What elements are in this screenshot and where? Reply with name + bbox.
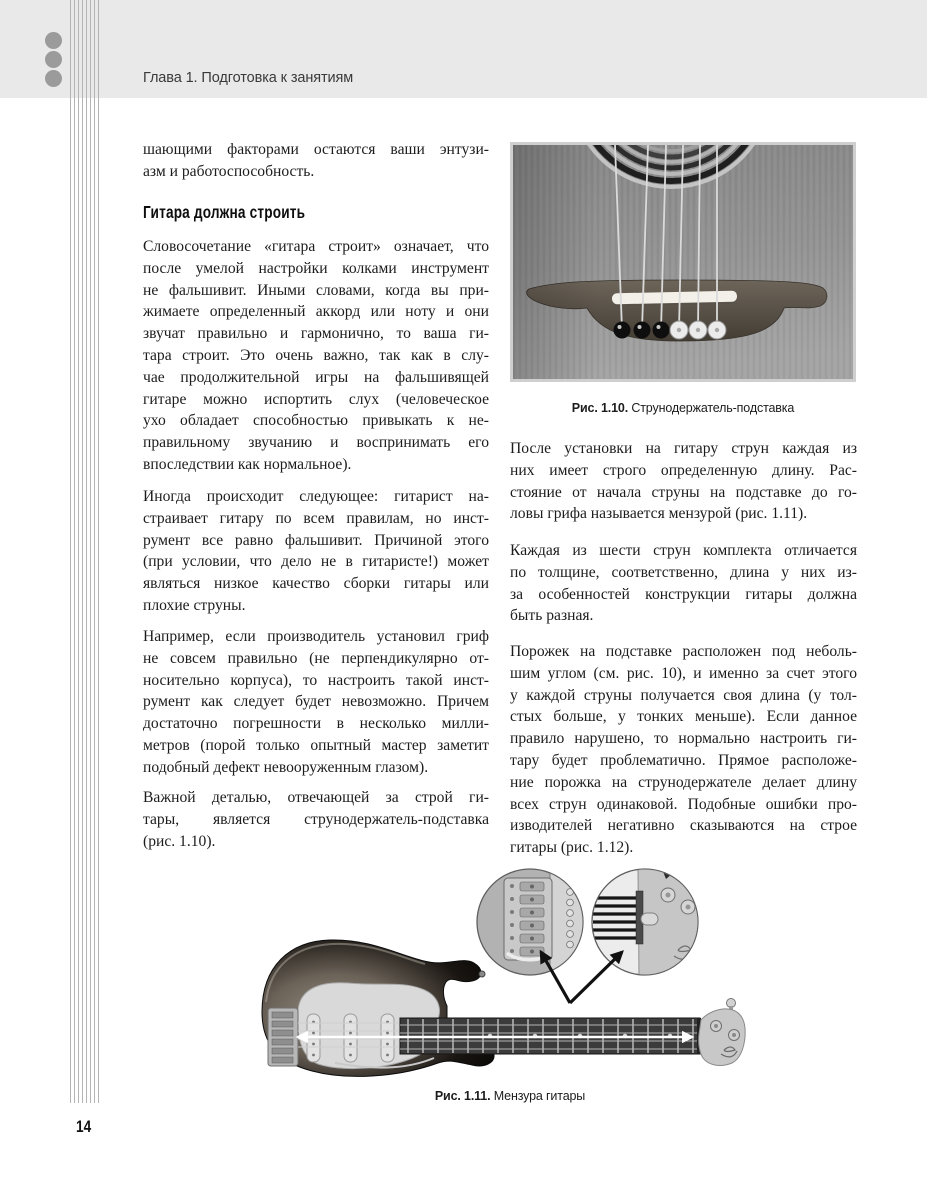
- text-line: не фальшивит. Иными словами, когда вы при-: [143, 281, 489, 299]
- paragraph: [143, 486, 489, 617]
- text-line: плохие струны.: [143, 596, 246, 614]
- text-line: Словосочетание «гитара строит» означает, что: [143, 238, 489, 255]
- decor-vertical-rules: [70, 0, 100, 1103]
- paragraph: [510, 540, 857, 627]
- figure-label: Рис. 1.11.: [434, 1089, 491, 1103]
- text-line: ловы грифа называется мензурой (рис. 1.11).: [510, 505, 808, 523]
- text-line: тара строит. Это очень важно, так как в слу-: [143, 346, 489, 364]
- paragraph: [143, 626, 489, 779]
- decor-dot: [45, 51, 62, 68]
- paragraph-intro: [143, 139, 489, 183]
- text-line: подобный дефект невооруженным глазом).: [143, 758, 429, 776]
- figure-caption-text: Мензура гитары: [493, 1089, 586, 1103]
- strap-button: [479, 971, 485, 977]
- text-line: всех струн одинаковой. Подобные ошибки про-: [510, 795, 857, 813]
- text-line: Важной деталью, отвечающей за строй ги-: [143, 789, 489, 806]
- figure-1-10-photo: [510, 142, 856, 382]
- text-line: впоследствии как нормальное).: [143, 455, 352, 473]
- text-line: стых больше, у тонких меньше). Если данное: [510, 708, 857, 726]
- text-line: у каждой струны получается своя длина (у тол-: [510, 686, 857, 704]
- text-line: достаточно погрешности в несколько милли-: [143, 715, 489, 733]
- figure-1-11-photo: [250, 862, 770, 1080]
- string-retainer: [641, 913, 658, 925]
- text-line: После установки на гитару струн каждая из: [510, 440, 857, 457]
- text-line: ние порожка на струнодержателе делает длину: [510, 773, 857, 791]
- text-line: Иногда происходит следующее: гитарист на-: [143, 488, 489, 505]
- chapter-header-band: [0, 0, 927, 98]
- paragraph: [143, 787, 489, 852]
- figure-label: Рис. 1.10.: [571, 401, 629, 415]
- nut-inset-circle: [592, 868, 699, 976]
- text-line: тары, является струнодержатель-подставка: [143, 810, 489, 828]
- body-bridge: [268, 1008, 298, 1066]
- headstock: [699, 999, 746, 1066]
- text-line: жимаете определенный аккорд или ноту и они: [143, 303, 489, 321]
- text-line: чае продолжительной игры на фальшивящей: [143, 368, 489, 386]
- figure-1-10-caption: [510, 401, 856, 415]
- text-line: ухо обладает способностью привыкать к не-: [143, 412, 489, 430]
- paragraph: [510, 438, 857, 525]
- paragraph: [510, 641, 857, 859]
- chapter-title: Глава 1. Подготовка к занятиям: [143, 70, 354, 86]
- text-line: Каждая из шести струн комплекта отличается: [510, 542, 857, 559]
- text-line: за особенностей конструкции гитары должна: [510, 585, 857, 603]
- section-heading: Гитара должна строить: [143, 202, 306, 222]
- text-line: стояние от начала струны на подставке до го-: [510, 483, 857, 501]
- text-line: гитары (рис. 1.12).: [510, 839, 634, 857]
- decor-dot: [45, 32, 62, 49]
- text-line: гитаре можно испортить слух (человеческое: [143, 390, 489, 408]
- figure-caption-text: Струнодержатель-подставка: [631, 401, 795, 415]
- text-line: румент как следует будет невозможно. Причем: [143, 693, 489, 711]
- page-number: 14: [76, 1117, 92, 1136]
- text-line: являться низкое качество сборки гитары или: [143, 575, 489, 593]
- text-line: по толщине, соответственно, длина у них из-: [510, 563, 857, 581]
- text-line: правильному звучанию и воспринимать его: [143, 434, 489, 452]
- text-line: шающими факторами остаются ваши энтузи-: [143, 141, 489, 158]
- text-line: Порожек на подставке расположен под неболь-: [510, 643, 857, 660]
- text-line: быть разная.: [510, 607, 594, 625]
- text-line: после умелой настройки колками инструмент: [143, 259, 489, 277]
- text-line: страивает гитару по всем правилам, но инст-: [143, 509, 489, 527]
- text-line: (при условии, что дело не в гитаристе!) может: [143, 553, 489, 571]
- bridge-inset-circle: [477, 867, 585, 979]
- text-line: правило нарушено, то нормально настроить ги-: [510, 730, 857, 748]
- text-line: тару будет проблематично. Прямое расположе-: [510, 751, 857, 769]
- text-line: Например, если производитель установил гриф: [143, 628, 489, 645]
- text-line: румент все равно фальшивит. Причиной этого: [143, 531, 489, 549]
- mensura-art: [250, 862, 770, 1080]
- text-line: звучат правильно и гармонично, то ваша ги-: [143, 325, 489, 343]
- text-line: носительно корпуса), то настроить такой инст-: [143, 671, 489, 689]
- text-line: не совсем правильно (не перпендикулярно от-: [143, 649, 489, 667]
- text-line: (рис. 1.10).: [143, 832, 216, 850]
- text-line: азм и работоспособность.: [143, 162, 315, 180]
- text-line: изводителей негативно сказываются на строе: [510, 817, 857, 835]
- text-line: них имеет строго определенную длину. Рас-: [510, 461, 857, 479]
- text-line: метров (порой только опытный мастер заметит: [143, 736, 489, 754]
- figure-1-11-caption: [250, 1089, 770, 1103]
- paragraph: [143, 236, 489, 476]
- text-line: шим углом (см. рис. 10), и именно за счет этого: [510, 664, 857, 682]
- decor-dot: [45, 70, 62, 87]
- bridge-photo-art: [513, 145, 853, 379]
